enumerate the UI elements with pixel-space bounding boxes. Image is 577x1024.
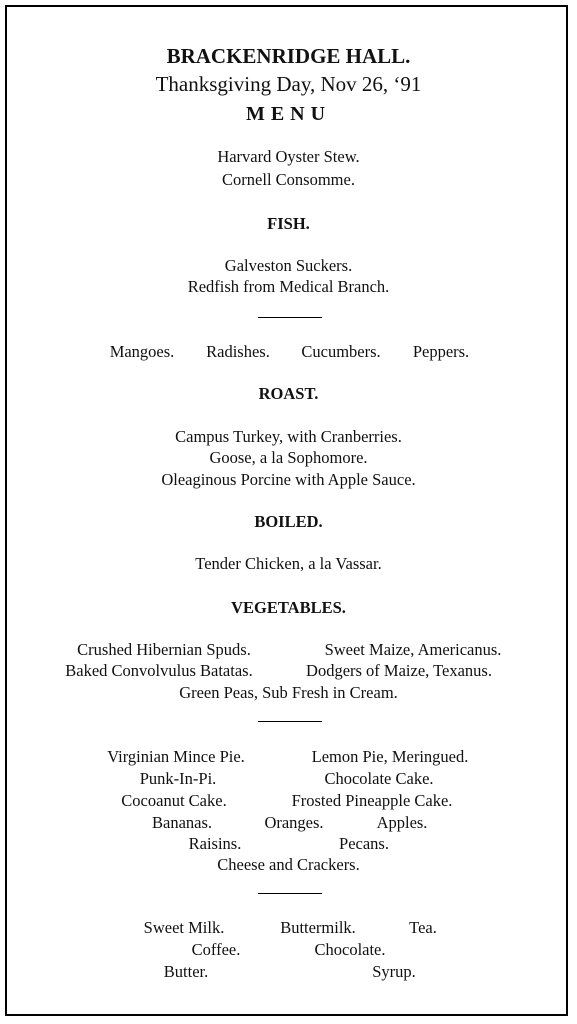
drink-item: Coffee. (191, 940, 241, 959)
dessert-item: Chocolate Cake. (324, 769, 434, 788)
dessert-item: Raisins. (188, 834, 242, 853)
dessert-item: Punk-In-Pi. (139, 769, 217, 788)
section-heading-boiled: BOILED. (254, 512, 323, 531)
condiment-item: Butter. (163, 962, 209, 981)
divider-rule (258, 721, 322, 722)
hall-title: BRACKENRIDGE HALL. (166, 44, 411, 68)
section-heading-roast: ROAST. (258, 384, 319, 403)
fish-item: Galveston Suckers. (224, 256, 353, 275)
dessert-item: Cocoanut Cake. (121, 791, 227, 810)
fish-item: Redfish from Medical Branch. (187, 277, 390, 296)
section-heading-fish: FISH. (267, 214, 310, 233)
dessert-item: Lemon Pie, Meringued. (311, 747, 469, 766)
drink-item: Chocolate. (314, 940, 386, 959)
drink-item: Tea. (409, 918, 437, 937)
vegetable-item: Dodgers of Maize, Texanus. (306, 661, 492, 680)
soup-item: Harvard Oyster Stew. (217, 147, 360, 166)
divider-rule (258, 893, 322, 894)
soup-item: Cornell Consomme. (222, 170, 355, 189)
vegetable-item: Crushed Hibernian Spuds. (77, 640, 251, 659)
vegetable-item: Green Peas, Sub Fresh in Cream. (179, 683, 398, 702)
vegetable-item: Baked Convolvulus Batatas. (65, 661, 253, 680)
dessert-item: Cheese and Crackers. (217, 855, 360, 874)
dessert-item: Pecans. (339, 834, 389, 853)
relish-item: Mangoes. (109, 342, 175, 361)
relish-item: Cucumbers. (301, 342, 381, 361)
roast-item: Campus Turkey, with Cranberries. (175, 427, 402, 446)
dessert-item: Frosted Pineapple Cake. (291, 791, 453, 810)
section-heading-vegetables: VEGETABLES. (231, 598, 346, 617)
drink-item: Sweet Milk. (143, 918, 225, 937)
relish-item: Radishes. (206, 342, 270, 361)
dessert-item: Virginian Mince Pie. (107, 747, 245, 766)
roast-item: Oleaginous Porcine with Apple Sauce. (161, 470, 416, 489)
dessert-item: Bananas. (151, 813, 213, 832)
dessert-item: Apples. (376, 813, 428, 832)
occasion-subtitle: Thanksgiving Day, Nov 26, ‘91 (155, 72, 422, 96)
condiment-item: Syrup. (372, 962, 416, 981)
boiled-item: Tender Chicken, a la Vassar. (195, 554, 382, 573)
vegetable-item: Sweet Maize, Americanus. (324, 640, 502, 659)
drink-item: Buttermilk. (280, 918, 356, 937)
relish-item: Peppers. (412, 342, 470, 361)
roast-item: Goose, a la Sophomore. (209, 448, 368, 467)
divider-rule (258, 317, 322, 318)
dessert-item: Oranges. (264, 813, 324, 832)
menu-heading: MENU (245, 103, 332, 125)
